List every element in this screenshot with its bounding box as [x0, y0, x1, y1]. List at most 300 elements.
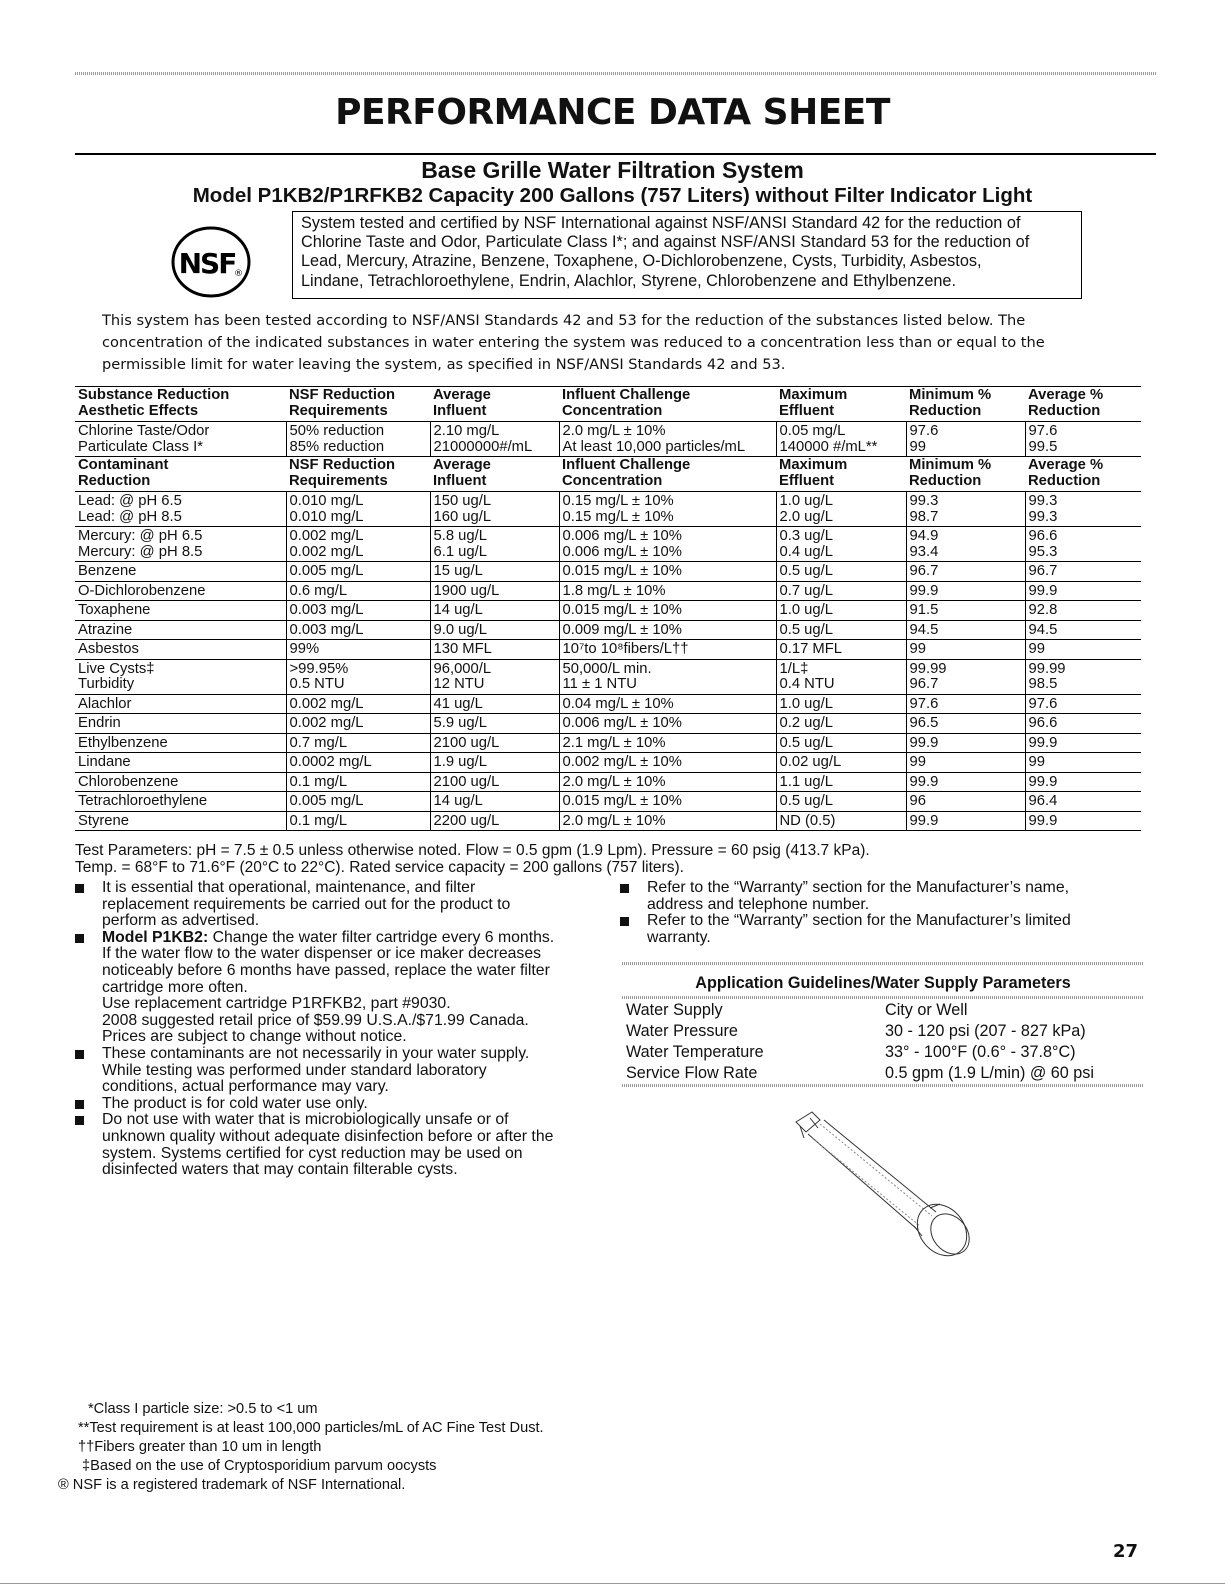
table-cell [1025, 640, 1141, 660]
table-cell [1025, 527, 1141, 562]
cell-line: 2100 ug/L [433, 773, 500, 790]
cell-line: 0.009 mg/L ± 10% [562, 621, 682, 638]
cell-line: 0.5 ug/L [779, 621, 833, 638]
cell-line: 91.5 [909, 602, 939, 618]
cell-line: Influent [433, 402, 487, 419]
cell-line: 1.0 ug/L [779, 493, 833, 509]
cell-line: Contaminant [78, 457, 169, 473]
bullet-line: disinfected waters that may contain filterable cysts. [102, 1161, 458, 1179]
cell-line: 0.010 mg/L [289, 493, 364, 509]
cell-line: 97.6 [909, 423, 939, 439]
table-cell [906, 422, 1025, 457]
bullet-line: Do not use with water that is microbiologically unsafe or of [102, 1111, 509, 1129]
table-cell [559, 422, 776, 457]
cell-line: Maximum [779, 387, 848, 403]
cell-line: 160 ug/L [433, 508, 492, 525]
cell-line: 0.4 ug/L [779, 543, 833, 560]
cell-line: 93.4 [909, 543, 939, 560]
table-cell [430, 601, 559, 621]
table-cell [776, 581, 906, 601]
cell-line: 50,000/L min. [562, 660, 652, 677]
cell-line: 99.3 [1028, 493, 1058, 509]
cell-line: 1900 ug/L [433, 582, 500, 599]
cell-line: Chlorine Taste/Odor [78, 423, 210, 439]
bullet-item [75, 930, 595, 1046]
table-cell [559, 772, 776, 792]
table-cell [1025, 694, 1141, 714]
cell-line: 2100 ug/L [433, 734, 500, 751]
table-cell [559, 792, 776, 812]
cell-line: Toxaphene [78, 602, 151, 618]
table-row [75, 694, 1141, 714]
table-cell [430, 387, 559, 422]
cell-line: Influent [433, 472, 487, 489]
cell-line: Lindane [78, 754, 131, 770]
cell-line: 97.6 [1028, 423, 1058, 439]
table-row [75, 527, 1141, 562]
cell-line: Effluent [779, 472, 835, 489]
cell-line: 94.5 [909, 621, 939, 638]
cell-line: 0.002 mg/L [289, 695, 364, 712]
bullet-line: These contaminants are not necessarily in your water supply. [102, 1044, 530, 1062]
cell-line: 0.7 mg/L [289, 734, 348, 751]
table-cell [286, 492, 430, 527]
table-cell [75, 562, 286, 582]
cell-line: 0.02 ug/L [779, 754, 842, 770]
cell-line: Average % [1028, 387, 1104, 403]
cell-line: ND (0.5) [779, 812, 836, 829]
table-cell [1025, 772, 1141, 792]
table-cell [776, 387, 906, 422]
nsf-logo-text: NSF [178, 247, 236, 280]
cell-line: 0.17 MFL [779, 641, 843, 657]
table-cell [776, 714, 906, 734]
table-row [75, 581, 1141, 601]
cell-line: Effluent [779, 402, 835, 419]
cell-line: 0.4 NTU [779, 676, 835, 692]
table-cell [906, 640, 1025, 660]
title-rule [75, 153, 1156, 155]
cell-line: 2.0 mg/L ± 10% [562, 812, 666, 829]
table-cell [1025, 581, 1141, 601]
bullet-square-icon [75, 1050, 84, 1059]
cell-line: 0.15 mg/L ± 10% [562, 493, 674, 509]
table-cell [286, 792, 430, 812]
app-param-value: 0.5 gpm (1.9 L/min) @ 60 psi [885, 1064, 1094, 1082]
table-cell [906, 792, 1025, 812]
table-cell [75, 792, 286, 812]
table-cell [906, 581, 1025, 601]
bullet-line: Prices are subject to change without notice. [102, 1028, 407, 1046]
cell-line: 0.05 mg/L [779, 423, 846, 439]
table-cell [286, 601, 430, 621]
table-cell [286, 714, 430, 734]
cert-line: Chlorine Taste and Odor, Particulate Class I*; and against NSF/ANSI Standard 53 for the reduction of [301, 233, 1030, 252]
cell-line: Live Cysts‡ [78, 660, 155, 677]
table-row [75, 659, 1141, 694]
table-cell [559, 753, 776, 773]
test-param-line: Temp. = 68°F to 71.6°F (20°C to 22°C). Rated service capacity = 200 gallons (757 liters). [75, 858, 684, 876]
table-row [75, 620, 1141, 640]
nsf-logo-icon [170, 226, 252, 298]
cell-line: 0.5 NTU [289, 676, 345, 692]
cell-line: 0.005 mg/L [289, 793, 364, 809]
table-cell [75, 620, 286, 640]
table-cell [559, 659, 776, 694]
cell-line: 99% [289, 641, 320, 657]
cell-line: NSF Reduction [289, 387, 396, 403]
bullet-line: Use replacement cartridge P1RFKB2, part #9030. [102, 995, 451, 1013]
table-cell [75, 422, 286, 457]
cell-line: Influent Challenge [562, 387, 691, 403]
cell-line: 85% reduction [289, 438, 385, 455]
bullet-line: While testing was performed under standard laboratory [102, 1061, 487, 1079]
table-cell [906, 733, 1025, 753]
cell-line: 0.5 ug/L [779, 793, 833, 809]
bullet-line: conditions, actual performance may vary. [102, 1078, 389, 1096]
table-cell [430, 811, 559, 831]
cell-line: 0.5 ug/L [779, 563, 833, 579]
performance-table [75, 386, 1141, 831]
bullet-line: Refer to the “Warranty” section for the Manufacturer’s name, [647, 879, 1070, 896]
app-param-value: City or Well [885, 1001, 968, 1019]
bullet-line: cartridge more often. [102, 978, 248, 996]
table-row [75, 772, 1141, 792]
table-cell [430, 659, 559, 694]
table-row [75, 753, 1141, 773]
cert-line: Lead, Mercury, Atrazine, Benzene, Toxaphene, O-Dichlorobenzene, Cysts, Turbidity, Asbestos, [301, 252, 982, 271]
cell-line: 0.1 mg/L [289, 812, 348, 829]
table-cell [1025, 811, 1141, 831]
cell-line: 94.5 [1028, 621, 1058, 638]
test-param-line: Test Parameters: pH = 7.5 ± 0.5 unless otherwise noted. Flow = 0.5 gpm (1.9 Lpm). Pressure = 60 psig (413.7 kPa). [75, 842, 870, 859]
cell-line: 0.15 mg/L ± 10% [562, 508, 674, 525]
bullet-text: Change the water filter cartridge every 6 months. [208, 928, 555, 946]
cell-line: 98.5 [1028, 676, 1058, 692]
footnote: ††Fibers greater than 10 um in length [78, 1439, 322, 1455]
cell-line: 0.002 mg/L [289, 543, 364, 560]
cell-line: 99.9 [909, 582, 939, 599]
table-cell [75, 492, 286, 527]
table-cell [776, 422, 906, 457]
cell-line: 99 [1028, 641, 1045, 657]
app-param-label: Water Supply [626, 1001, 723, 1019]
system-subtitle: Base Grille Water Filtration System [421, 157, 804, 183]
bullet-item [620, 913, 1120, 946]
footnote: *Class I particle size: >0.5 to <1 um [88, 1401, 318, 1417]
app-param-label: Water Pressure [626, 1022, 738, 1040]
table-cell [776, 527, 906, 562]
cell-line: 150 ug/L [433, 493, 492, 509]
table-cell [1025, 492, 1141, 527]
application-guidelines-title: Application Guidelines/Water Supply Parameters [695, 974, 1071, 992]
cell-line: 2.0 ug/L [779, 508, 833, 525]
table-cell [559, 714, 776, 734]
cell-line: 99.9 [1028, 734, 1058, 751]
bullet-square-icon [75, 1100, 84, 1109]
app-param-value: 33° - 100°F (0.6° - 37.8°C) [885, 1043, 1076, 1061]
table-cell [430, 792, 559, 812]
cell-line: 99.9 [1028, 582, 1058, 599]
cell-line: At least 10,000 particles/mL [562, 438, 746, 455]
app-param-label: Water Temperature [626, 1043, 764, 1061]
cell-line: 96,000/L [433, 660, 492, 677]
cell-line: 97.6 [1028, 695, 1058, 712]
bullet-square-icon [620, 884, 629, 893]
table-cell [776, 601, 906, 621]
cell-line: 92.8 [1028, 602, 1058, 618]
cell-line: 12 NTU [433, 676, 485, 692]
table-cell [75, 527, 286, 562]
cell-line: 0.5 ug/L [779, 734, 833, 751]
cell-line: 0.1 mg/L [289, 773, 348, 790]
table-cell [776, 792, 906, 812]
cell-line: Alachlor [78, 695, 132, 712]
table-cell [559, 811, 776, 831]
cell-line: 0.7 ug/L [779, 582, 833, 599]
table-cell [776, 620, 906, 640]
table-cell [286, 562, 430, 582]
cell-line: 0.015 mg/L ± 10% [562, 602, 682, 618]
bullet-square-icon [75, 884, 84, 893]
table-cell [75, 601, 286, 621]
bullet-square-icon [75, 1116, 84, 1125]
cell-line: 95.3 [1028, 543, 1058, 560]
table-cell [430, 581, 559, 601]
bullet-line [102, 930, 595, 947]
page-title: PERFORMANCE DATA SHEET [335, 92, 890, 133]
cell-line: Mercury: @ pH 6.5 [78, 528, 203, 544]
bullet-line: The product is for cold water use only. [102, 1094, 368, 1112]
table-cell [559, 457, 776, 492]
cell-line: 99.9 [1028, 812, 1058, 829]
cell-line: 14 ug/L [433, 602, 483, 618]
table-cell [286, 753, 430, 773]
table-cell [559, 733, 776, 753]
app-params-values [885, 1000, 1094, 1084]
cell-line: 99.3 [909, 493, 939, 509]
table-cell [906, 601, 1025, 621]
table-header-row [75, 457, 1141, 492]
cell-line: 1.8 mg/L ± 10% [562, 582, 666, 599]
bullet-square-icon [75, 934, 84, 943]
cell-line: 140000 #/mL** [779, 438, 878, 455]
cell-line: 2.1 mg/L ± 10% [562, 734, 666, 751]
table-cell [430, 562, 559, 582]
cell-line: 99.9 [1028, 773, 1058, 790]
table-row [75, 792, 1141, 812]
cell-line: 2.0 mg/L ± 10% [562, 773, 666, 790]
app-bottom-dotted-rule [622, 1084, 1144, 1087]
footnotes [58, 1400, 544, 1495]
table-cell [75, 457, 286, 492]
table-cell [776, 659, 906, 694]
bullet-item [75, 1046, 595, 1096]
cell-line: Endrin [78, 715, 121, 731]
cell-line: 41 ug/L [433, 695, 483, 712]
table-cell [1025, 792, 1141, 812]
table-cell [286, 694, 430, 714]
cell-line: 0.003 mg/L [289, 602, 364, 618]
cell-line: 10⁷to 10⁸fibers/L†† [562, 641, 689, 657]
table-cell [75, 640, 286, 660]
table-cell [1025, 733, 1141, 753]
table-cell [776, 492, 906, 527]
table-row [75, 733, 1141, 753]
cell-line: 96.7 [909, 676, 939, 692]
cell-line: Average [433, 457, 491, 473]
table-cell [75, 811, 286, 831]
table-cell [559, 527, 776, 562]
cell-line: Reduction [1028, 402, 1101, 419]
table-cell [559, 620, 776, 640]
table-cell [906, 457, 1025, 492]
table-cell [286, 659, 430, 694]
bullet-line: perform as advertised. [102, 912, 260, 930]
cell-line: 99.99 [1028, 660, 1066, 677]
table-cell [559, 387, 776, 422]
cell-line: 0.006 mg/L ± 10% [562, 543, 682, 560]
table-cell [559, 694, 776, 714]
model-line: Model P1KB2/P1RFKB2 Capacity 200 Gallons (757 Liters) without Filter Indicator Light [192, 184, 1033, 207]
table-cell [906, 753, 1025, 773]
table-row [75, 714, 1141, 734]
cell-line: 96.7 [909, 563, 939, 579]
table-cell [430, 733, 559, 753]
cell-line: 96.6 [1028, 715, 1058, 731]
cell-line: 14 ug/L [433, 793, 483, 809]
cell-line: Minimum % [909, 387, 992, 403]
table-cell [75, 387, 286, 422]
cell-line: >99.95% [289, 660, 349, 677]
cell-line: 130 MFL [433, 641, 492, 657]
cell-line: 99 [909, 641, 926, 657]
table-cell [430, 422, 559, 457]
cell-line: 0.0002 mg/L [289, 754, 372, 770]
cell-line: 97.6 [909, 695, 939, 712]
cell-line: Requirements [289, 402, 388, 419]
test-parameters [75, 843, 870, 876]
footnote: ® NSF is a registered trademark of NSF International. [58, 1477, 406, 1493]
bullet-item [75, 1096, 595, 1113]
cell-line: Turbidity [78, 676, 135, 692]
cell-line: Reduction [78, 472, 151, 489]
table-row [75, 811, 1141, 831]
cell-line: 5.8 ug/L [433, 528, 487, 544]
cell-line: O-Dichlorobenzene [78, 582, 206, 599]
app-params-labels [626, 1000, 764, 1084]
cell-line: 99.5 [1028, 438, 1058, 455]
table-cell [75, 772, 286, 792]
table-cell [75, 733, 286, 753]
cell-line: NSF Reduction [289, 457, 396, 473]
table-cell [430, 753, 559, 773]
cell-line: 96.5 [909, 715, 939, 731]
cell-line: 2200 ug/L [433, 812, 500, 829]
bullet-line: address and telephone number. [647, 895, 870, 913]
svg-text:®: ® [234, 269, 243, 279]
bullet-line: Refer to the “Warranty” section for the Manufacturer’s limited [647, 912, 1071, 930]
app-param-label: Service Flow Rate [626, 1064, 758, 1082]
table-cell [1025, 659, 1141, 694]
table-cell [430, 620, 559, 640]
table-cell [286, 772, 430, 792]
cell-line: 9.0 ug/L [433, 621, 487, 638]
table-cell [75, 714, 286, 734]
cell-line: Reduction [909, 402, 982, 419]
table-cell [430, 640, 559, 660]
cell-line: Requirements [289, 472, 388, 489]
bullet-item [620, 880, 1120, 913]
cell-line: 21000000#/mL [433, 438, 533, 455]
table-cell [906, 492, 1025, 527]
cell-line: 2.0 mg/L ± 10% [562, 423, 666, 439]
water-filter-cartridge-image [790, 1108, 980, 1268]
cell-line: Reduction [1028, 472, 1101, 489]
bullet-line: If the water flow to the water dispenser or ice maker decreases [102, 945, 542, 963]
cell-line: Benzene [78, 563, 137, 579]
footnote: ‡Based on the use of Cryptosporidium parvum oocysts [82, 1458, 437, 1474]
cell-line: Concentration [562, 402, 663, 419]
table-cell [906, 811, 1025, 831]
table-cell [1025, 562, 1141, 582]
cell-line: Styrene [78, 812, 129, 829]
cell-line: Average [433, 387, 491, 403]
cell-line: Lead: @ pH 6.5 [78, 493, 182, 509]
cert-line: System tested and certified by NSF International against NSF/ANSI Standard 42 for the reduction of [301, 214, 1021, 232]
cell-line: 1/L‡ [779, 660, 809, 677]
table-cell [776, 562, 906, 582]
cell-line: 0.010 mg/L [289, 508, 364, 525]
cell-line: 1.9 ug/L [433, 754, 487, 770]
table-cell [776, 753, 906, 773]
table-cell [286, 811, 430, 831]
cell-line: 0.002 mg/L [289, 528, 364, 544]
table-cell [1025, 457, 1141, 492]
table-cell [1025, 422, 1141, 457]
bullet-line: system. Systems certified for cyst reduction may be used on [102, 1144, 523, 1162]
intro-line: This system has been tested according to NSF/ANSI Standards 42 and 53 for the reduction of the substances listed below. The [102, 312, 1026, 329]
bullet-line: 2008 suggested retail price of $59.99 U.S.A./$71.99 Canada. [102, 1011, 529, 1029]
cell-line: 96.6 [1028, 528, 1058, 544]
intro-paragraph [102, 310, 1107, 376]
table-cell [430, 714, 559, 734]
cell-line: 96.4 [1028, 793, 1058, 809]
table-cell [559, 640, 776, 660]
cell-line: 1.0 ug/L [779, 602, 833, 618]
cell-line: 94.9 [909, 528, 939, 544]
table-cell [430, 694, 559, 714]
table-cell [776, 733, 906, 753]
cell-line: 99.3 [1028, 508, 1058, 525]
table-cell [1025, 753, 1141, 773]
table-cell [906, 620, 1025, 640]
table-cell [286, 422, 430, 457]
table-cell [1025, 714, 1141, 734]
cell-line: 0.015 mg/L ± 10% [562, 563, 682, 579]
cell-line: 0.04 mg/L ± 10% [562, 695, 674, 712]
table-row [75, 640, 1141, 660]
table-cell [286, 457, 430, 492]
cell-line: Asbestos [78, 641, 139, 657]
cell-line: 0.015 mg/L ± 10% [562, 793, 682, 809]
cell-line: 5.9 ug/L [433, 715, 487, 731]
table-cell [430, 492, 559, 527]
app-param-value: 30 - 120 psi (207 - 827 kPa) [885, 1022, 1086, 1040]
table-cell [430, 772, 559, 792]
bullet-line: warranty. [647, 928, 711, 946]
cell-line: Influent Challenge [562, 457, 691, 473]
